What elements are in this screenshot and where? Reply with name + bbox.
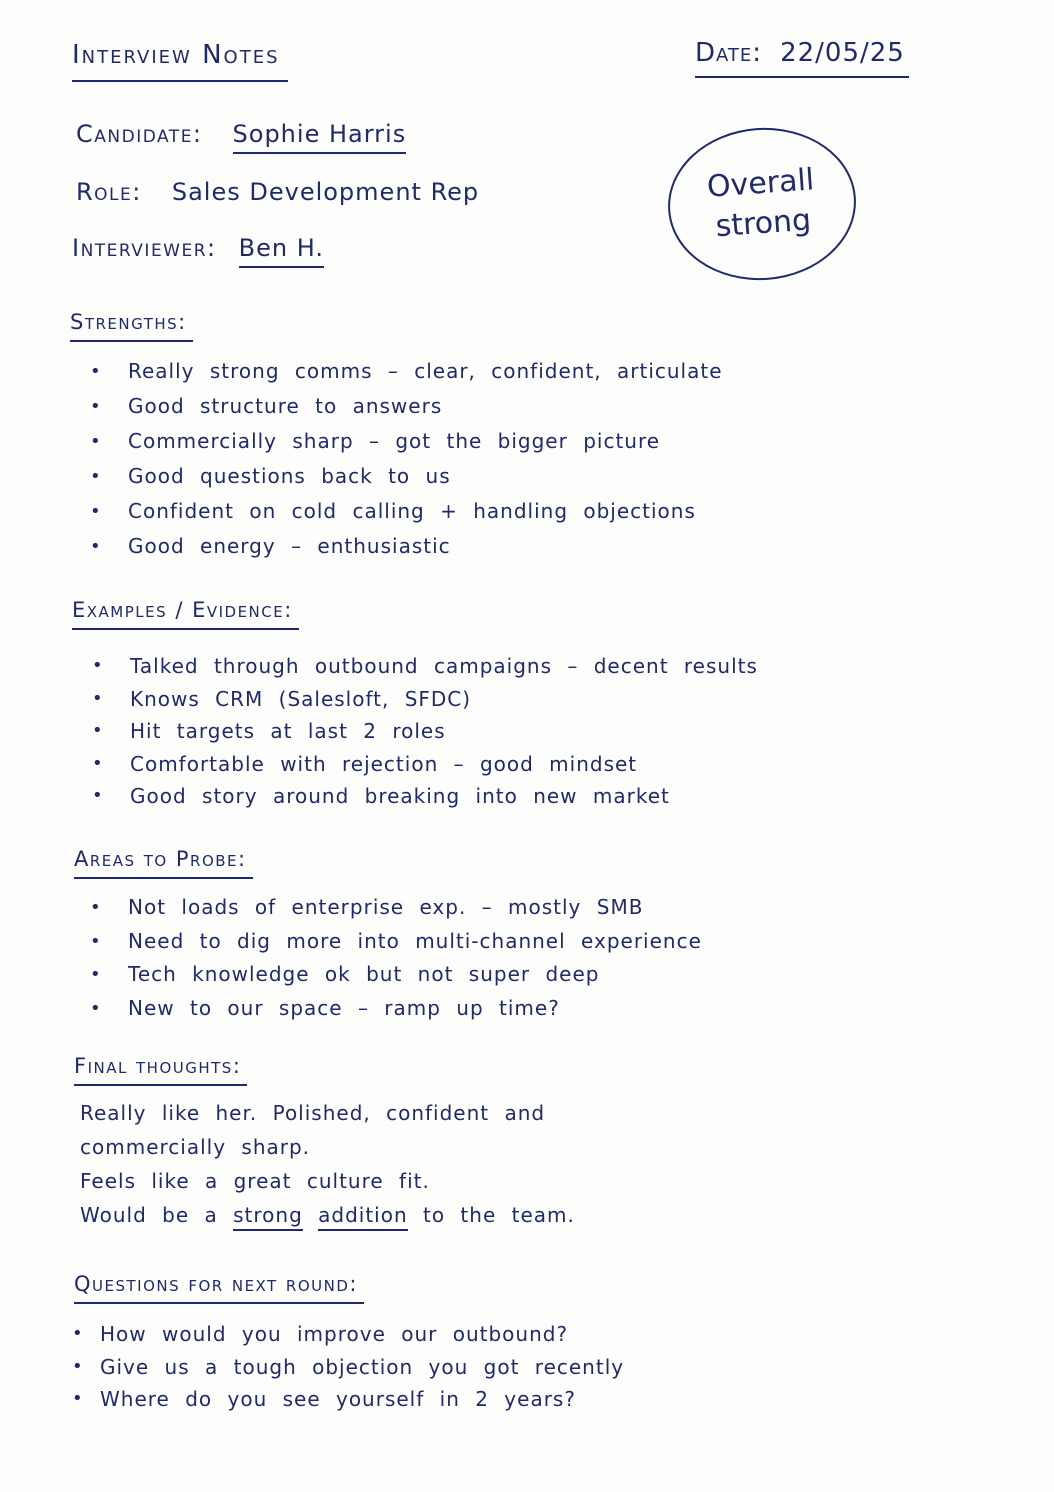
strengths-heading: Strengths: — [70, 310, 193, 342]
list-item: • Good structure to answers — [90, 389, 723, 424]
overall-rating-line2: strong — [714, 202, 813, 245]
list-item: • Good story around breaking into new market — [92, 780, 758, 813]
probe-list — [90, 891, 702, 1025]
final-thoughts-line: Feels like a great culture fit. — [80, 1169, 430, 1193]
role-value: Sales Development Rep — [171, 178, 480, 206]
final-thoughts-heading: Final thoughts: — [74, 1054, 247, 1086]
candidate-label: Candidate: — [76, 120, 203, 148]
final-thoughts-text — [80, 1096, 575, 1232]
date-value: 22/05/25 — [780, 38, 905, 68]
list-item: • Really strong comms – clear, confident, articulate — [90, 354, 723, 389]
interviewer-value: Ben H. — [239, 234, 324, 268]
list-item: • Talked through outbound campaigns – decent results — [92, 650, 758, 683]
page-title: Interview Notes — [72, 40, 288, 82]
role-field — [76, 178, 479, 206]
role-label: Role: — [76, 178, 142, 206]
interviewer-field — [72, 234, 324, 262]
list-item: • Not loads of enterprise exp. – mostly SMB — [90, 891, 702, 925]
list-item: • Give us a tough objection you got recently — [72, 1351, 624, 1384]
strengths-list — [90, 354, 723, 564]
final-thoughts-segment: Would be a — [80, 1203, 218, 1227]
questions-list — [72, 1318, 624, 1416]
list-item: • Hit targets at last 2 roles — [92, 715, 758, 748]
list-item: • New to our space – ramp up time? — [90, 992, 702, 1026]
list-item: • How would you improve our outbound? — [72, 1318, 624, 1351]
interviewer-label: Interviewer: — [72, 234, 217, 262]
list-item: • Tech knowledge ok but not super deep — [90, 958, 702, 992]
list-item: • Comfortable with rejection – good mindset — [92, 748, 758, 781]
examples-heading: Examples / Evidence: — [72, 598, 299, 630]
final-thoughts-line — [80, 1198, 575, 1232]
candidate-field — [76, 120, 406, 148]
final-thoughts-line: commercially sharp. — [80, 1135, 311, 1159]
list-item: • Good questions back to us — [90, 459, 723, 494]
date-label: Date: — [695, 38, 763, 68]
date-field — [695, 38, 909, 78]
list-item: • Confident on cold calling + handling objections — [90, 494, 723, 529]
examples-list — [92, 650, 758, 813]
candidate-value: Sophie Harris — [233, 120, 407, 154]
questions-heading: Questions for next round: — [74, 1272, 364, 1304]
underlined-word: strong — [233, 1203, 303, 1231]
overall-rating-line1: Overall — [705, 162, 816, 205]
list-item: • Need to dig more into multi-channel experience — [90, 925, 702, 959]
final-thoughts-segment: to the team. — [423, 1203, 575, 1227]
list-item: • Knows CRM (Salesloft, SFDC) — [92, 683, 758, 716]
underlined-word: addition — [318, 1203, 408, 1231]
list-item: • Where do you see yourself in 2 years? — [72, 1383, 624, 1416]
overall-rating-circle — [663, 122, 861, 287]
final-thoughts-line: Really like her. Polished, confident and — [80, 1101, 546, 1125]
list-item: • Good energy – enthusiastic — [90, 529, 723, 564]
probe-heading: Areas to Probe: — [74, 847, 253, 879]
list-item: • Commercially sharp – got the bigger picture — [90, 424, 723, 459]
